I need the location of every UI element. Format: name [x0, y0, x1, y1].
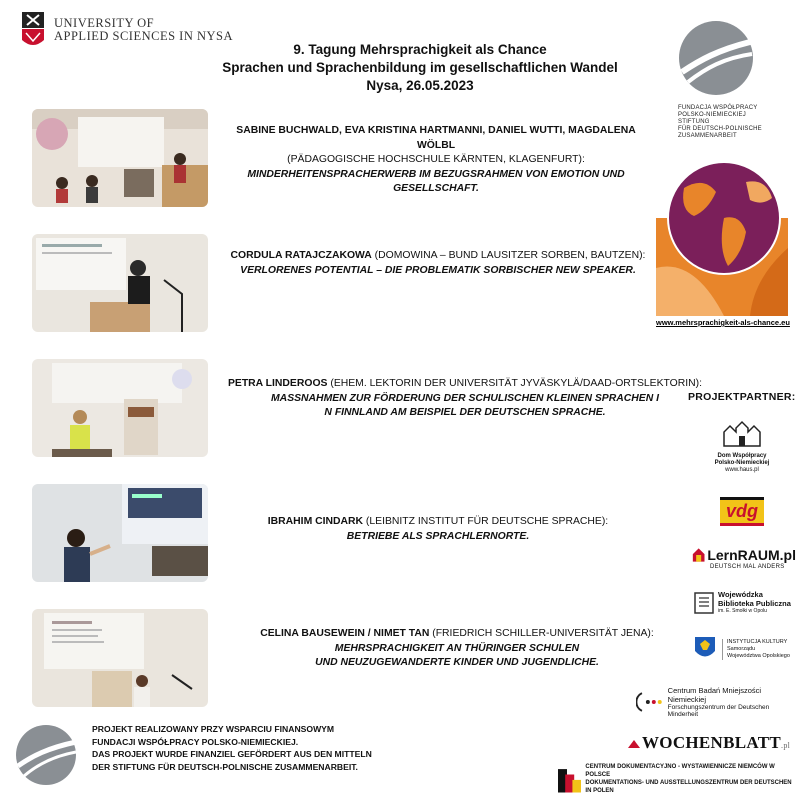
- speaker-3-talk-line1: MASSNAHMEN ZUR FÖRDERUNG DER SCHULISCHEN KLEINEN SPRACHEN I: [271, 392, 659, 404]
- partners-heading: PROJEKTPARTNER:: [688, 391, 796, 403]
- speaker-4-name: IBRAHIM CINDARK: [267, 516, 364, 527]
- speaker-1-talk: MINDERHEITENSPRACHERWERB IM BEZUGSRAHMEN VON EMOTION UND GESELLSCHAFT.: [247, 168, 625, 194]
- castle-icon: [720, 420, 764, 448]
- speaker-5-talk-line1: MEHRSPRACHIGKEIT AN THÜRINGER SCHULEN: [334, 642, 580, 654]
- speaker-block-3: [218, 377, 712, 421]
- speaker-3-name: PETRA LINDEROOS: [227, 378, 328, 389]
- centrum-badan-line1: Centrum Badań Mniejszości Niemieckiej: [667, 686, 762, 704]
- footer-line2: FUNDACJI WSPÓŁPRACY POLSKO-NIEMIECKIEJ.: [92, 736, 299, 747]
- footer-foundation-emblem-icon: [14, 724, 78, 786]
- website-link[interactable]: www.mehrsprachigkeit-als-chance.eu: [656, 318, 790, 327]
- speaker-5-talk-line2: UND NEUZUGEWANDERTE KINDER UND JUGENDLICHE.: [315, 657, 599, 668]
- opole-coat-of-arms-icon: [694, 636, 716, 662]
- centrum-badan-emblem-icon: [636, 691, 666, 713]
- partner-biblioteka: [694, 590, 798, 615]
- foundation-text-line2: POLSKO-NIEMIECKIEJ: [678, 112, 746, 118]
- biblioteka-line3: im. E. Smołki w Opolu: [718, 608, 767, 614]
- haus-url: www.haus.pl: [725, 467, 759, 473]
- speaker-photo-4: [32, 484, 208, 582]
- biblioteka-line1: Wojewódzka: [718, 590, 763, 599]
- partner-vdg: [690, 497, 794, 526]
- foundation-text-line1: FUNDACJA WSPÓŁPRACY: [678, 105, 758, 111]
- speaker-photo-3: [32, 359, 208, 457]
- footer-funding-note: [92, 723, 372, 773]
- instytucja-line1: INSTYTUCJA KULTURY: [727, 638, 788, 645]
- title-line2: Sprachen und Sprachenbildung im gesellschaftlichen Wandel: [222, 60, 618, 75]
- partner-cdwn: [558, 763, 798, 795]
- house-icon: [692, 546, 705, 564]
- speaker-2-talk: VERLORENES POTENTIAL – DIE PROBLEMATIK SORBISCHER NEW SPEAKER.: [240, 264, 636, 276]
- speaker-block-4: [222, 515, 654, 544]
- library-icon: [694, 592, 714, 614]
- speaker-photo-5: [32, 609, 208, 707]
- speaker-1-affiliation: (PÄDAGOGISCHE HOCHSCHULE KÄRNTEN, KLAGENFURT):: [287, 154, 585, 165]
- cdwn-flag-cubes-icon: [558, 764, 581, 794]
- instytucja-line3: Województwa Opolskiego: [727, 652, 790, 659]
- speaker-block-1: [216, 124, 656, 197]
- cdwn-line1: CENTRUM DOKUMENTACYJNO - WYSTAWIENNICZE NIEMCÓW W POLSCE: [585, 764, 775, 778]
- university-name-line1: UNIVERSITY OF: [54, 16, 155, 30]
- instytucja-line2: Samorządu: [727, 645, 756, 652]
- speaker-5-name: CELINA BAUSEWEIN / NIMET TAN: [260, 628, 430, 639]
- haus-line2: Polsko-Niemieckiej: [714, 460, 770, 466]
- university-name-line2: APPLIED SCIENCES IN NYSA: [54, 29, 234, 43]
- cdwn-line2: DOKUMENTATIONS- UND AUSSTELLUNGSZENTRUM DER DEUTSCHEN IN POLEN: [585, 780, 792, 794]
- speaker-3-affiliation: (EHEM. LEKTORIN DER UNIVERSITÄT JYVÄSKYLÄ/DAAD-ORTSLEKTORIN):: [330, 378, 703, 389]
- speaker-3-talk-line2: N FINNLAND AM BEISPIEL DER DEUTSCHEN SPRACHE.: [324, 407, 606, 418]
- haus-line1: Dom Współpracy: [717, 453, 767, 459]
- university-shield-icon: [22, 12, 44, 48]
- foundation-text-line4: FÜR DEUTSCH-POLNISCHE: [678, 126, 762, 132]
- lernraum-subtitle: DEUTSCH MAL ANDERS: [710, 564, 785, 570]
- foundation-text-line3: STIFTUNG: [678, 119, 710, 125]
- wochenblatt-suffix: .pl: [781, 741, 791, 750]
- speaker-1-name: SABINE BUCHWALD, EVA KRISTINA HARTMANNI, DANIEL WUTTI, MAGDALENA WÖLBL: [236, 125, 636, 151]
- title-line1: 9. Tagung Mehrsprachigkeit als Chance: [293, 42, 547, 57]
- partner-instytucja: [694, 636, 798, 662]
- speaker-4-talk: BETRIEBE ALS SPRACHLERNORTE.: [346, 530, 530, 542]
- centrum-badan-line2: Forschungszentrum der Deutschen Minderheit: [667, 704, 770, 718]
- speaker-5-affiliation: (FRIEDRICH SCHILLER-UNIVERSITÄT JENA):: [432, 628, 654, 639]
- speaker-photo-2: [32, 234, 208, 332]
- footer-foundation-logo: [14, 724, 82, 786]
- footer-line1: PROJEKT REALIZOWANY PRZY WSPARCIU FINANSOWYM: [92, 724, 335, 734]
- biblioteka-line2: Biblioteka Publiczna: [718, 599, 791, 608]
- footer-line4: DER STIFTUNG FÜR DEUTSCH-POLNISCHE ZUSAMMENARBEIT.: [92, 761, 358, 772]
- foundation-emblem-icon: [678, 20, 754, 96]
- wochenblatt-roof-icon: [628, 740, 640, 748]
- lernraum-logo-text: LernRAUM.pl: [707, 547, 796, 563]
- conference-globe-logo: [654, 158, 790, 318]
- speaker-block-2: [222, 249, 654, 278]
- speaker-2-affiliation: (DOMOWINA – BUND LAUSITZER SORBEN, BAUTZEN):: [374, 250, 646, 261]
- partner-haus: [690, 420, 794, 474]
- partner-wochenblatt: [628, 733, 790, 753]
- page-title: [210, 41, 630, 95]
- foundation-text-line5: ZUSAMMENARBEIT: [678, 133, 737, 139]
- vdg-logo-text: vdg: [725, 501, 758, 521]
- partner-lernraum: [692, 546, 796, 571]
- title-line3: Nysa, 26.05.2023: [366, 78, 474, 93]
- partner-centrum-badan: [636, 686, 800, 718]
- footer-line3: DAS PROJEKT WURDE FINANZIEL GEFÖRDERT AUS DEN MITTELN: [92, 749, 372, 759]
- speaker-2-name: CORDULA RATAJCZAKOWA: [230, 250, 372, 261]
- speaker-block-5: [222, 627, 692, 671]
- foundation-logo: [678, 20, 788, 140]
- speaker-4-affiliation: (LEIBNITZ INSTITUT FÜR DEUTSCHE SPRACHE):: [365, 516, 609, 527]
- speaker-photo-1: [32, 109, 208, 207]
- wochenblatt-logo-text: WOCHENBLATT: [642, 733, 782, 752]
